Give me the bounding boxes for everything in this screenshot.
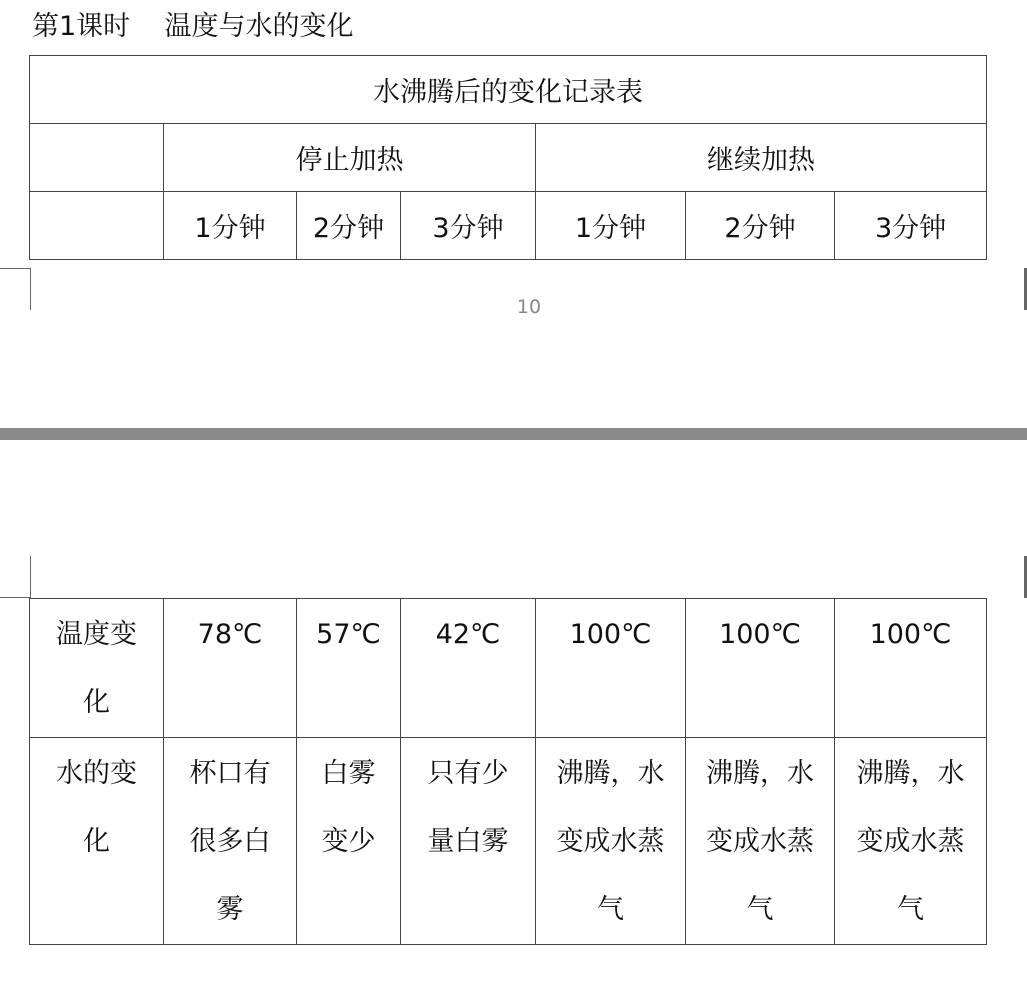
time-header: 2分钟: [297, 192, 401, 260]
record-table-body: [29, 598, 987, 945]
empty-corner-cell: [30, 192, 164, 260]
lesson-number: 第1课时: [32, 11, 131, 42]
row-label-water-change: 水的变化: [30, 738, 164, 945]
time-header: 3分钟: [835, 192, 987, 260]
temperature-cell: 100℃: [536, 599, 686, 738]
time-header: 3分钟: [401, 192, 536, 260]
document-heading: [32, 4, 354, 43]
temperature-cell: 42℃: [401, 599, 536, 738]
page-corner-mark: [0, 268, 31, 269]
group-header-continue-heating: 继续加热: [536, 124, 987, 192]
record-table-header: [29, 55, 987, 260]
time-header: 1分钟: [164, 192, 297, 260]
temperature-cell: 78℃: [164, 599, 297, 738]
water-change-cell: 沸腾，水变成水蒸气: [686, 738, 835, 945]
page-corner-mark: [30, 556, 31, 598]
temperature-cell: 100℃: [835, 599, 987, 738]
row-label-temperature: 温度变化: [30, 599, 164, 738]
time-header: 1分钟: [536, 192, 686, 260]
water-change-cell: 杯口有很多白雾: [164, 738, 297, 945]
page-separator: [0, 428, 1027, 440]
page-number: 10: [516, 296, 542, 318]
empty-corner-cell: [30, 124, 164, 192]
group-header-stop-heating: 停止加热: [164, 124, 536, 192]
water-change-cell: 沸腾，水变成水蒸气: [835, 738, 987, 945]
water-change-cell: 白雾变少: [297, 738, 401, 945]
lesson-topic: 温度与水的变化: [164, 11, 354, 42]
water-change-cell: 只有少量白雾: [401, 738, 536, 945]
page-corner-mark: [0, 597, 31, 598]
temperature-cell: 100℃: [686, 599, 835, 738]
water-change-cell: 沸腾，水变成水蒸气: [536, 738, 686, 945]
time-header: 2分钟: [686, 192, 835, 260]
temperature-cell: 57℃: [297, 599, 401, 738]
table-title: 水沸腾后的变化记录表: [30, 56, 987, 124]
